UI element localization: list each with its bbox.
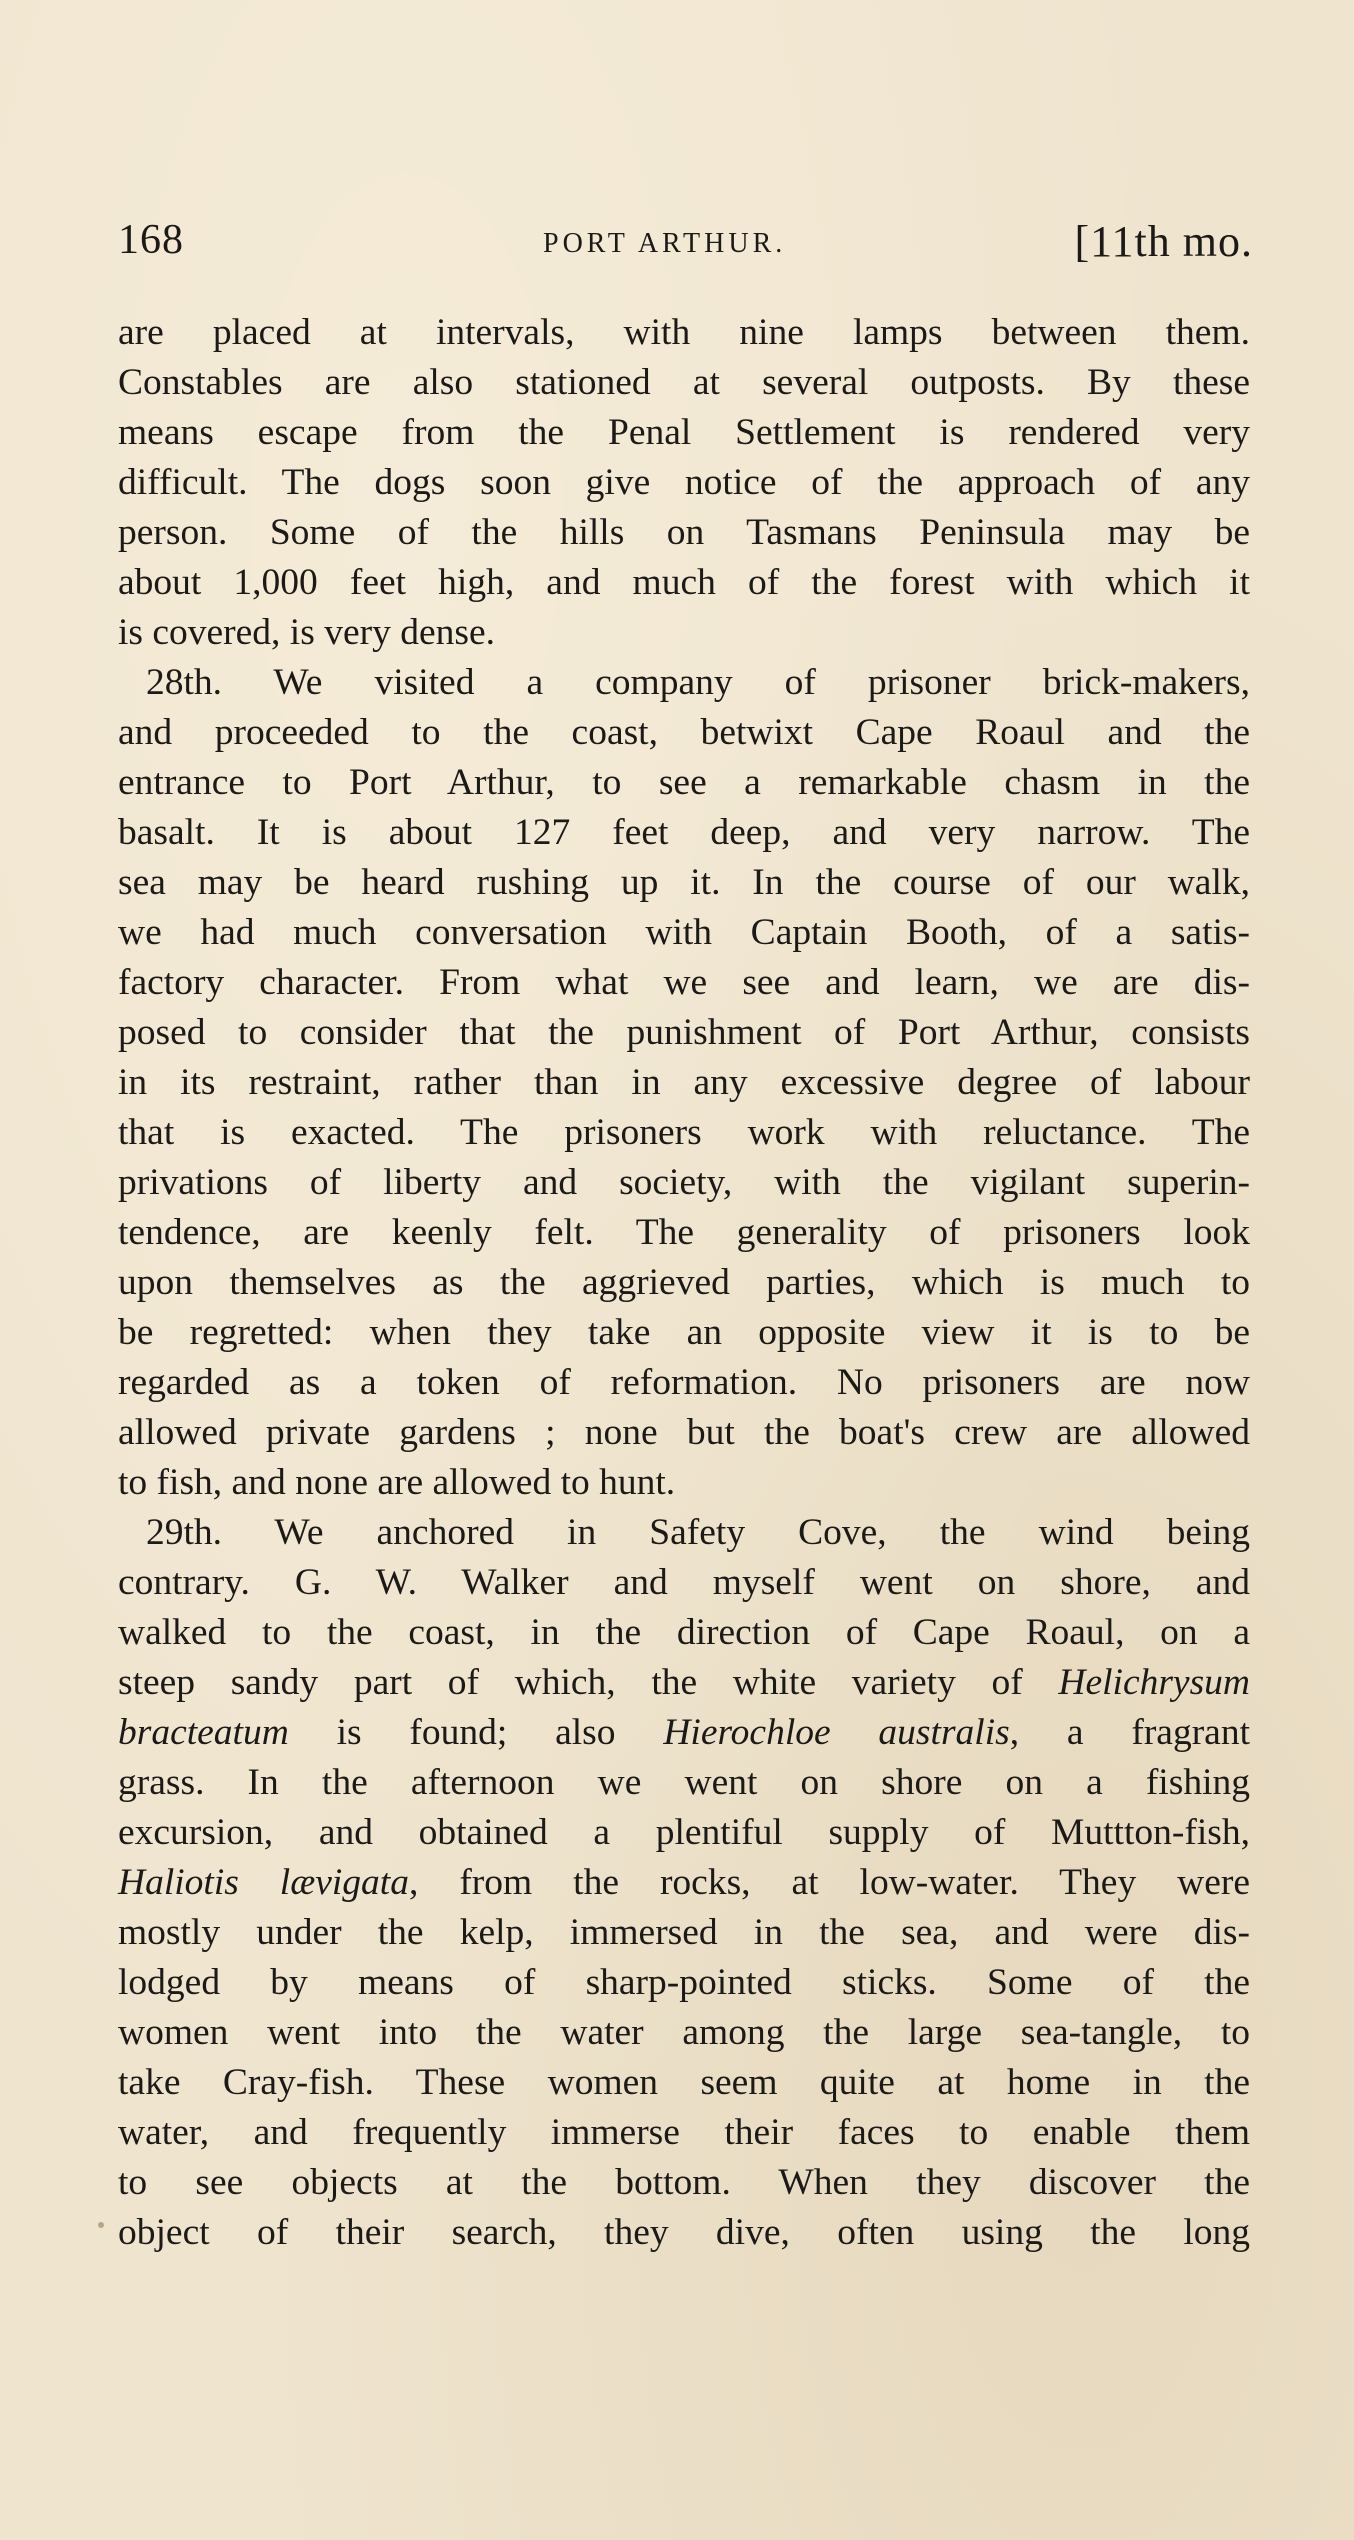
text-line: allowed private gardens ; none but the boat's crew are allowed [118,1412,1250,1453]
text-line: difficult. The dogs soon give notice of the approach of any [118,462,1250,503]
text-line: is covered, is very dense. [118,612,495,653]
text-line: in its restraint, rather than in any excessive degree of labour [118,1062,1250,1103]
text-line: means escape from the Penal Settlement is rendered very [118,412,1250,453]
species-name: Hierochloe australis [663,1712,1010,1753]
running-head [118,216,1253,276]
text-line: about 1,000 feet high, and much of the forest with which it [118,562,1250,603]
body-text [118,308,1250,2258]
text-line: women went into the water among the large sea-tangle, to [118,2012,1250,2053]
text-line: we had much conversation with Captain Booth, of a satis- [118,912,1250,953]
text-line: mostly under the kelp, immersed in the sea, and were dis- [118,1912,1250,1953]
text-line: posed to consider that the punishment of Port Arthur, consists [118,1012,1250,1053]
page-number: 168 [118,217,184,263]
text-line: that is exacted. The prisoners work with reluctance. The [118,1112,1250,1153]
text-line: basalt. It is about 127 feet deep, and very narrow. The [118,812,1250,853]
text-line: entrance to Port Arthur, to see a remarkable chasm in the [118,762,1250,803]
species-name: Helichrysum [1058,1662,1250,1703]
text-line: walked to the coast, in the direction of Cape Roaul, on a [118,1612,1250,1653]
text-line: water, and frequently immerse their faces to enable them [118,2112,1250,2153]
running-date: [11th mo. [1074,217,1253,266]
text-line: factory character. From what we see and learn, we are dis- [118,962,1250,1003]
text-line: are placed at intervals, with nine lamps between them. [118,312,1250,353]
paper-speck [98,2222,104,2228]
text-line: contrary. G. W. Walker and myself went on shore, and [118,1562,1250,1603]
text-line: to fish, and none are allowed to hunt. [118,1462,676,1503]
text-line: object of their search, they dive, often using the long [118,2212,1250,2253]
text-line: 28th. We visited a company of prisoner brick-makers, [146,662,1250,703]
text-line: tendence, are keenly felt. The generality of prisoners look [118,1212,1250,1253]
text-line: be regretted: when they take an opposite view it is to be [118,1312,1250,1353]
text-line: lodged by means of sharp-pointed sticks. Some of the [118,1962,1250,2003]
text-line: and proceeded to the coast, betwixt Cape Roaul and the [118,712,1250,753]
running-title: PORT ARTHUR. [543,228,787,259]
species-name: Haliotis lævigata [118,1862,409,1903]
text-line: person. Some of the hills on Tasmans Peninsula may be [118,512,1250,553]
text-line: bracteatum is found; also Hierochloe australis, a fragrant [118,1712,1250,1753]
text-line: Constables are also stationed at several outposts. By these [118,362,1250,403]
text-line: sea may be heard rushing up it. In the course of our walk, [118,862,1250,903]
species-name: bracteatum [118,1712,289,1753]
text-line: privations of liberty and society, with the vigilant superin- [118,1162,1250,1203]
text-line: steep sandy part of which, the white variety of Helichrysum [118,1662,1250,1703]
text-line: regarded as a token of reformation. No prisoners are now [118,1362,1250,1403]
text-line: 29th. We anchored in Safety Cove, the wind being [146,1512,1250,1553]
text-line: to see objects at the bottom. When they discover the [118,2162,1250,2203]
text-line: upon themselves as the aggrieved parties, which is much to [118,1262,1250,1303]
text-line: excursion, and obtained a plentiful supply of Muttton-fish, [118,1812,1250,1853]
text-line: take Cray-fish. These women seem quite at home in the [118,2062,1250,2103]
text-line: Haliotis lævigata, from the rocks, at low-water. They were [118,1862,1251,1903]
text-line: grass. In the afternoon we went on shore on a fishing [118,1762,1250,1803]
